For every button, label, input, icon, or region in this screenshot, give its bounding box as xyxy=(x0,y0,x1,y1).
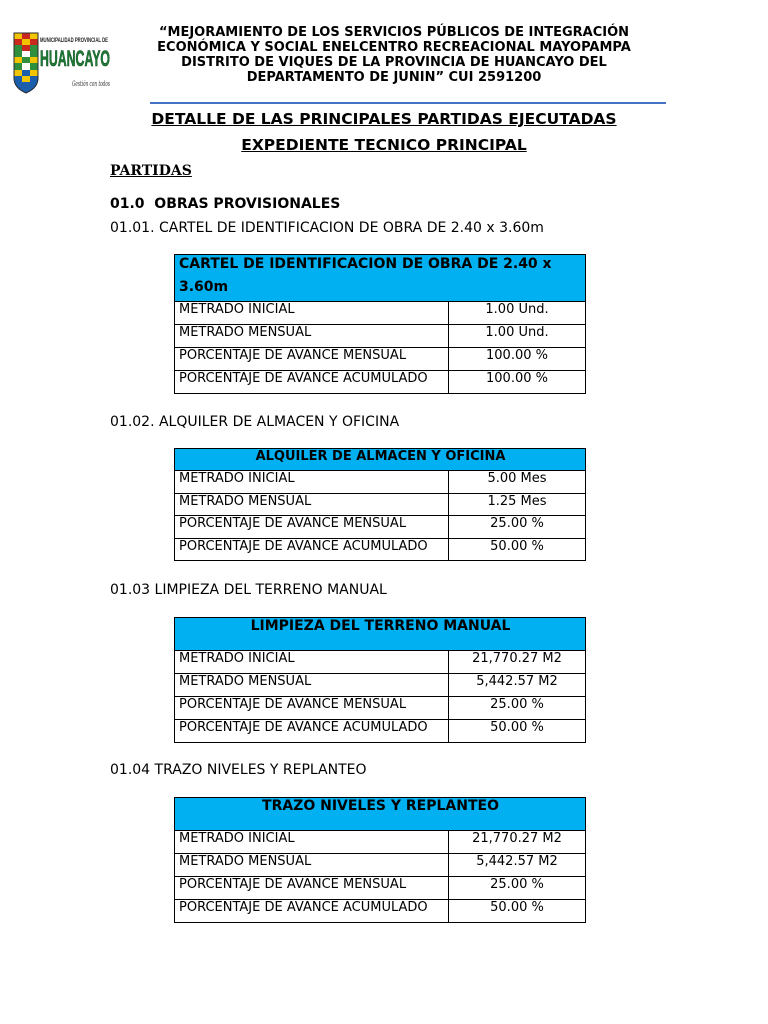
table-header-row xyxy=(175,255,586,302)
table-row xyxy=(175,516,586,539)
logo-tagline: Gestión con todos xyxy=(72,79,111,88)
project-title-line: ECONÓMICA Y SOCIAL ENELCENTRO RECREACIONAL MAYOPAMPA xyxy=(157,40,631,55)
page-subtitle: EXPEDIENTE TECNICO PRINCIPAL xyxy=(241,136,527,154)
shield-tile xyxy=(22,39,30,45)
row-value: 50.00 % xyxy=(449,538,586,561)
partidas-heading: PARTIDAS xyxy=(110,163,192,179)
row-value: 1.00 Und. xyxy=(449,302,586,325)
shield-tile xyxy=(14,33,22,39)
table-row xyxy=(175,900,586,923)
shield-tile xyxy=(30,45,38,51)
table-row xyxy=(175,877,586,900)
table-row xyxy=(175,325,586,348)
row-label: PORCENTAJE DE AVANCE MENSUAL xyxy=(175,697,449,720)
row-label: PORCENTAJE DE AVANCE ACUMULADO xyxy=(175,538,449,561)
row-label: METRADO INICIAL xyxy=(175,302,449,325)
row-value: 50.00 % xyxy=(449,720,586,743)
row-label: PORCENTAJE DE AVANCE ACUMULADO xyxy=(175,371,449,394)
shield-tile xyxy=(30,33,38,39)
row-value: 5,442.57 M2 xyxy=(449,854,586,877)
row-value: 5.00 Mes xyxy=(449,471,586,494)
table-row xyxy=(175,697,586,720)
row-value: 5,442.57 M2 xyxy=(449,674,586,697)
shield-tile xyxy=(14,70,22,76)
row-value: 1.00 Und. xyxy=(449,325,586,348)
shield-emblem xyxy=(14,33,38,93)
table-row xyxy=(175,674,586,697)
summary-table xyxy=(174,617,586,743)
item-heading: 01.01. CARTEL DE IDENTIFICACION DE OBRA DE 2.40 x 3.60m xyxy=(110,220,544,236)
row-label: PORCENTAJE DE AVANCE ACUMULADO xyxy=(175,900,449,923)
row-value: 100.00 % xyxy=(449,371,586,394)
row-value: 21,770.27 M2 xyxy=(449,651,586,674)
row-label: METRADO MENSUAL xyxy=(175,854,449,877)
table-header: TRAZO NIVELES Y REPLANTEO xyxy=(175,798,586,831)
row-label: METRADO INICIAL xyxy=(175,471,449,494)
table-row xyxy=(175,493,586,516)
municipality-logo xyxy=(12,30,112,96)
table-row xyxy=(175,538,586,561)
item-heading: 01.03 LIMPIEZA DEL TERRENO MANUAL xyxy=(110,582,387,598)
shield-tile xyxy=(14,57,22,63)
project-title-line: DISTRITO DE VIQUES DE LA PROVINCIA DE HUANCAYO DEL xyxy=(181,55,607,70)
row-value: 21,770.27 M2 xyxy=(449,831,586,854)
shield-tile xyxy=(30,70,38,76)
row-value: 1.25 Mes xyxy=(449,493,586,516)
table-row xyxy=(175,371,586,394)
table-header-text: CARTEL DE IDENTIFICACION DE OBRA DE 2.40 x 3.60m xyxy=(179,256,552,295)
row-value: 25.00 % xyxy=(449,877,586,900)
summary-table xyxy=(174,254,586,394)
summary-table xyxy=(174,797,586,923)
table-header: LIMPIEZA DEL TERRENO MANUAL xyxy=(175,618,586,651)
shield-tile xyxy=(14,45,22,51)
row-label: METRADO INICIAL xyxy=(175,831,449,854)
section-heading: 01.0 OBRAS PROVISIONALES xyxy=(110,196,341,212)
project-title xyxy=(150,25,638,85)
shield-tile xyxy=(22,51,30,57)
table-header xyxy=(175,255,586,302)
table-row xyxy=(175,471,586,494)
row-label: PORCENTAJE DE AVANCE ACUMULADO xyxy=(175,720,449,743)
shield-tile xyxy=(30,57,38,63)
row-label: METRADO MENSUAL xyxy=(175,493,449,516)
row-value: 100.00 % xyxy=(449,348,586,371)
row-label: METRADO MENSUAL xyxy=(175,674,449,697)
table-row xyxy=(175,831,586,854)
row-label: METRADO INICIAL xyxy=(175,651,449,674)
project-title-line: “MEJORAMIENTO DE LOS SERVICIOS PÚBLICOS DE INTEGRACIÓN xyxy=(158,25,630,40)
row-value: 25.00 % xyxy=(449,697,586,720)
row-label: METRADO MENSUAL xyxy=(175,325,449,348)
logo-name: HUANCAYO xyxy=(40,46,110,71)
table-row xyxy=(175,302,586,325)
item-heading: 01.02. ALQUILER DE ALMACEN Y OFICINA xyxy=(110,414,400,430)
table-header-row xyxy=(175,798,586,831)
table-header: ALQUILER DE ALMACEN Y OFICINA xyxy=(175,449,586,471)
table-header-row xyxy=(175,449,586,471)
table-row xyxy=(175,720,586,743)
table-header-row xyxy=(175,618,586,651)
row-label: PORCENTAJE DE AVANCE MENSUAL xyxy=(175,348,449,371)
shield-tile xyxy=(22,63,30,70)
row-label: PORCENTAJE DE AVANCE MENSUAL xyxy=(175,516,449,539)
row-label: PORCENTAJE DE AVANCE MENSUAL xyxy=(175,877,449,900)
shield-tile xyxy=(22,76,30,82)
row-value: 25.00 % xyxy=(449,516,586,539)
table-row xyxy=(175,651,586,674)
item-heading: 01.04 TRAZO NIVELES Y REPLANTEO xyxy=(110,762,367,778)
page-title: DETALLE DE LAS PRINCIPALES PARTIDAS EJECUTADAS xyxy=(151,110,617,128)
logo-top-text: MUNICIPALIDAD PROVINCIAL DE xyxy=(40,38,108,44)
row-value: 50.00 % xyxy=(449,900,586,923)
summary-table xyxy=(174,448,586,561)
project-title-line: DEPARTAMENTO DE JUNIN” CUI 2591200 xyxy=(246,70,542,85)
table-row xyxy=(175,348,586,371)
header-divider xyxy=(150,102,666,104)
table-row xyxy=(175,854,586,877)
